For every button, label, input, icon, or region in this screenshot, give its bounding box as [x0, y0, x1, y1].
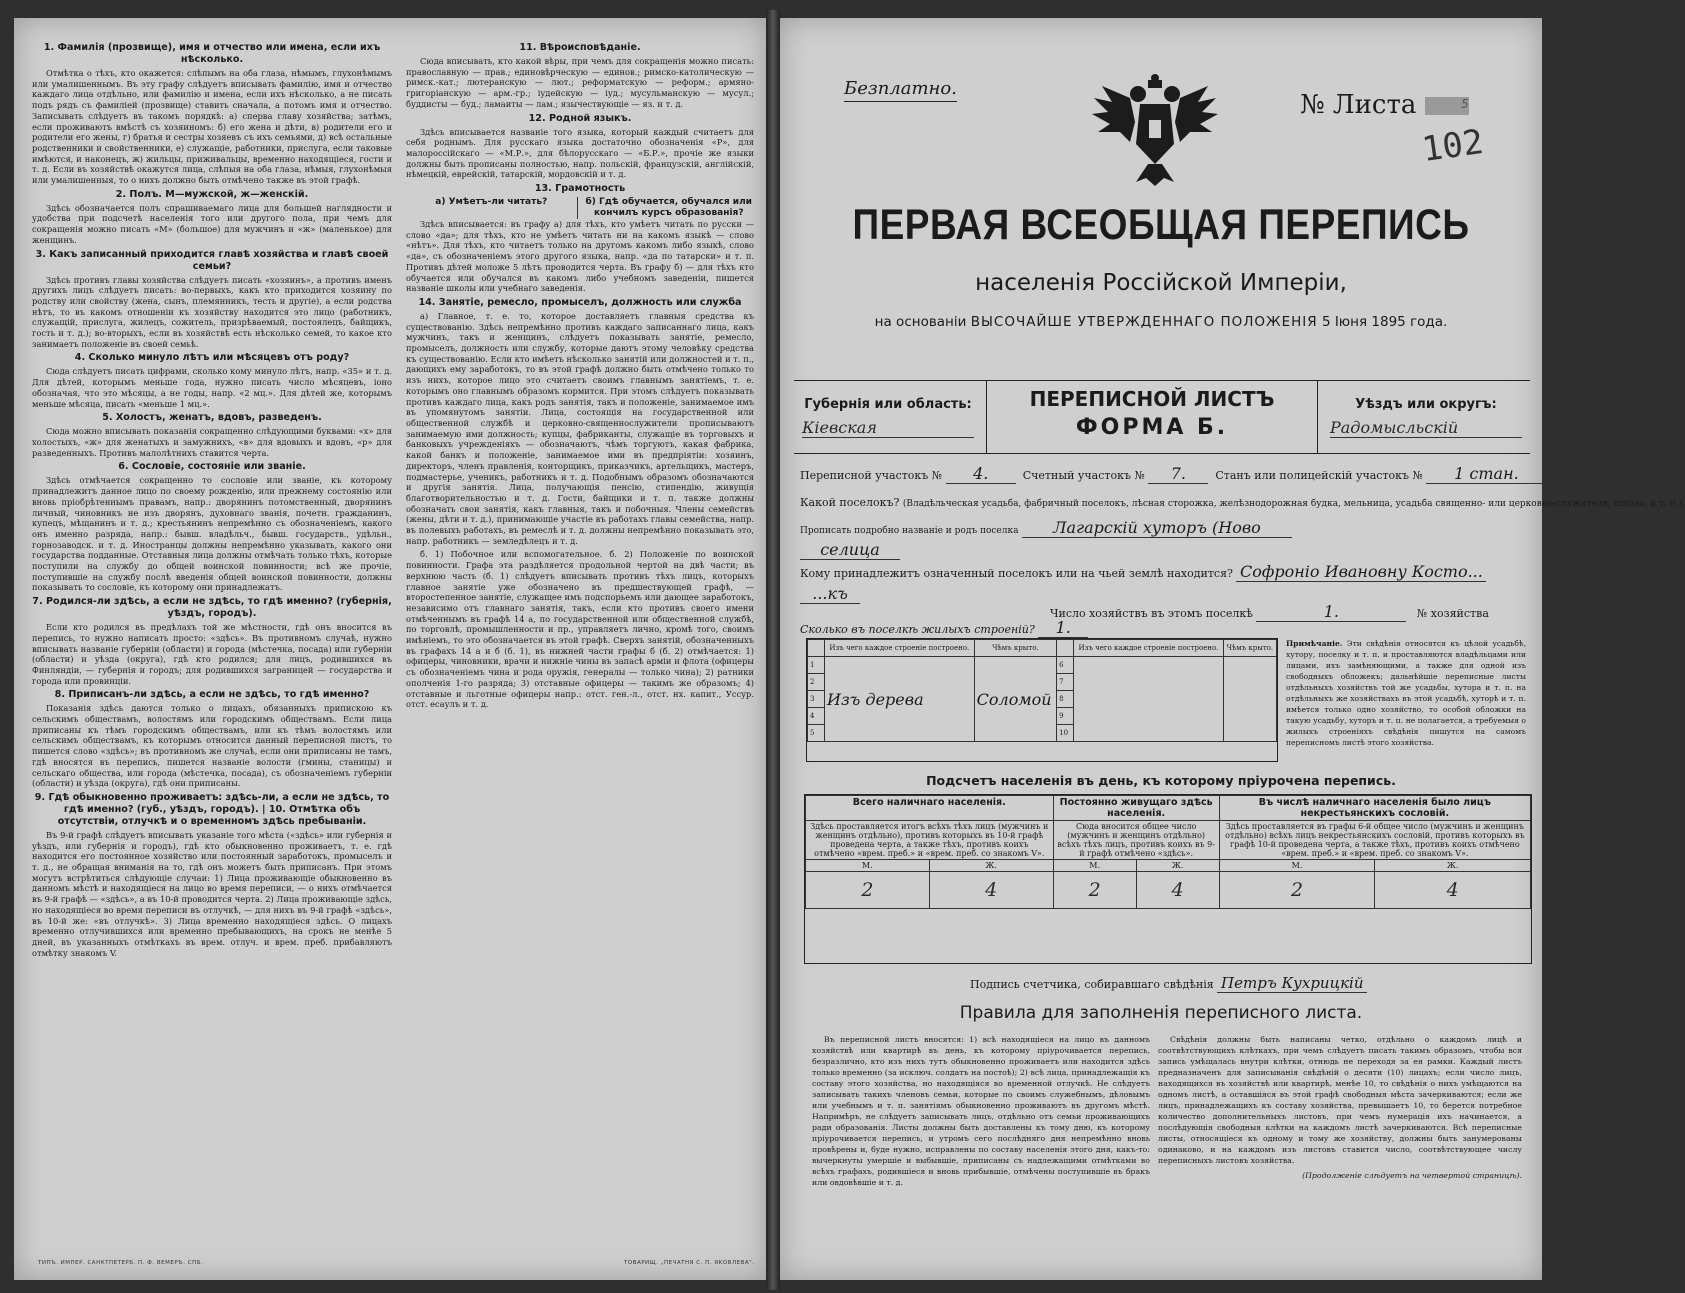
owner-line-2 [800, 584, 1530, 604]
count-f-header: Ж. [929, 860, 1053, 872]
buildings-line [800, 618, 1530, 638]
roof-header-left: Чѣмъ крыто. [974, 640, 1057, 657]
row-number-header [808, 640, 825, 657]
instruction-item [32, 689, 392, 789]
present-female-count: 4 [929, 872, 1053, 909]
rules-text-2: Свѣдѣнія должны быть написаны четко, отдѣльно о каждомъ лицѣ и соотвѣтствующихъ клѣткахъ, при чемъ слѣдуетъ писать такимъ образомъ, чтобы вся запись умѣщалась внутри клѣтки, отнюдь не переходя за ея рамки. Каждый листъ предназначенъ для записыванія свѣдѣній о десяти (10) лицахъ; если число лицъ, находящихся въ хозяйствѣ или квартирѣ, менѣе 10, то свѣдѣнія о нихъ умѣщаются на одномъ листѣ, а оставшіяся въ этой графѣ свободныя мѣста зачеркиваются; если же лицъ, принадлежащихъ къ составу хозяйства, превышаетъ 10, то берется потребное количество дополнительныхъ листовъ, при чемъ нумерація ихъ начинается, а послѣдующія свободныя клѣтки на каждомъ листѣ зачеркиваются. Всѣ переписные листы, относящіеся къ одному и тому же хозяйству, должны быть занумерованы одинаково, и на каждомъ изъ листовъ ставится число, соотвѣтствующее числу переписныхъ листовъ хозяйства. [1158, 1035, 1522, 1165]
province-cell [794, 381, 982, 453]
census-legal-basis [780, 314, 1542, 330]
double-headed-eagle-emblem [1090, 70, 1220, 190]
rules-column-2 [1158, 1034, 1522, 1181]
instruction-heading: 5. Холостъ, женатъ, вдовъ, разведенъ. [102, 412, 322, 424]
building-material-empty [1074, 657, 1224, 742]
owner-label: Кому принадлежитъ означенный поселокъ или на чьей землѣ находится? [800, 567, 1233, 580]
count-m-header: М. [1053, 860, 1136, 872]
permanent-female-count: 4 [1136, 872, 1219, 909]
district-value: Радомысльскій [1330, 418, 1522, 438]
instruction-heading: 11. Вѣроисповѣданіе. [519, 42, 641, 53]
printer-imprint-left: ТИПЪ. ИМПЕР. САНКТПЕТЕРБ. П. Ф. ВЕМЕРЪ. СПБ. [38, 1260, 204, 1266]
province-label: Губернія или область: [804, 397, 972, 412]
census-subtitle: населенія Россійской Имперіи, [975, 270, 1347, 296]
form-letter: ФОРМА Б. [1075, 415, 1229, 440]
literacy-subheading: а) Умѣетъ-ли читать? [406, 197, 578, 219]
dwellings-note [1286, 638, 1526, 748]
instruction-item [32, 792, 392, 958]
row-number: 6 [1057, 657, 1074, 674]
dwellings-table [806, 638, 1278, 762]
settlement-value: Лагарскій хуторъ (Ново [1022, 518, 1292, 538]
owner-value: Софроніо Ивановну Косто... [1236, 562, 1486, 582]
instruction-heading: 8. Приписанъ-ли здѣсь, а если не здѣсь, то гдѣ именно? [54, 689, 370, 701]
instruction-heading: 12. Родной языкъ. [528, 112, 632, 124]
instruction-item [406, 113, 754, 181]
instruction-heading: 9. Гдѣ обыкновенно проживаетъ: здѣсь-ли, а если не здѣсь, то гдѣ именно? (губ., уѣздъ, городъ). | 10. Отмѣтка объ отсутствіи, отлучкѣ и о временномъ здѣсь пребываніи. [34, 791, 390, 827]
form-header-box [794, 380, 1530, 454]
camp-label: Станъ или полицейскій участокъ № [1215, 469, 1423, 482]
legal-basis-date: 5 Іюня 1895 года. [1321, 314, 1448, 330]
instruction-text: Здѣсь вписывается названіе того языка, который каждый считаетъ для себя роднымъ. Для русскаго языка достаточно обозначенія «Р», для малороссійскаго — «М.Р.», для бѣлорусскаго — «Б.Р.», прочіе же языки должны быть прописаны полностью, напр. польскій, французскій, англійскій, нѣмецкій, еврейскій, татарскій, мордовскій и т. д. [406, 126, 754, 180]
instruction-text: Сюда можно вписывать показанія сокращенно слѣдующими буквами: «х» для холостыхъ, «ж» для женатыхъ и замужнихъ, «в» для вдовыхъ и вдовъ, «р» для разведенныхъ. Противъ малолѣтнихъ ставится черта. [32, 426, 392, 458]
instruction-text: Въ 9-й графѣ слѣдуетъ вписывать указаніе того мѣста («здѣсь» или губернія и уѣздъ, или губернія и городъ), гдѣ кто обыкновенно проживаетъ, т. е. гдѣ находится его постоянное хозяйство или постоянный заработокъ, промыселъ и т. д., не обращая вниманія на то, гдѣ онъ можетъ быть приписанъ. При этомъ могутъ встрѣтиться слѣдующіе случаи: 1) Лица проживающіе обыкновенно въ данномъ мѣстѣ и находящіеся на лицо во время переписи, — о нихъ отмѣчается въ 9-й графѣ — «здѣсь», а въ 10-й проводится черта. 2) Лица проживающіе здѣсь, но находящіеся во время переписи въ отлучкѣ, — для нихъ въ 9-й графѣ «здѣсь», въ 10-й же: «въ отлучкѣ». 3) Лица временно находящіеся здѣсь. О лицахъ временно отлучившихся или временно пребывающихъ, на срокъ не менѣе 5 дней, въ указанныхъ отмѣткахъ въ врем. отлуч. и врем. преб. прибавляютъ отмѣтку знакомъ V. [32, 829, 392, 958]
row-number: 4 [808, 708, 825, 725]
sheet-number-value: 5 [1425, 97, 1469, 115]
settlement-label: Какой поселокъ? [800, 496, 900, 509]
instructions-column-2 [406, 40, 754, 1240]
instruction-item [32, 412, 392, 458]
row-number: 2 [808, 674, 825, 691]
instruction-item [406, 183, 754, 294]
row-number: 7 [1057, 674, 1074, 691]
signature-value: Петръ Кухрицкій [1217, 974, 1367, 993]
note-label: Примѣчаніе. [1286, 639, 1343, 648]
roof-header-right: Чѣмъ крыто. [1223, 640, 1276, 657]
settlement-line-2 [800, 518, 1530, 538]
instruction-heading: 4. Сколько минуло лѣтъ или мѣсяцевъ отъ роду? [74, 352, 350, 364]
row-number: 3 [808, 691, 825, 708]
instruction-heading: 6. Сословіе, состояніе или званіе. [118, 461, 306, 473]
rules-title: Правила для заполненія переписного листа. [959, 1003, 1363, 1023]
owner-line [800, 562, 1530, 582]
form-name-cell [986, 381, 1318, 453]
instruction-heading: 14. Занятіе, ремесло, промыселъ, должность или служба [418, 296, 742, 308]
instructions-column-1 [32, 40, 392, 1240]
count-m-header: М. [806, 860, 930, 872]
settlement-value-2: селица [800, 540, 900, 560]
instruction-item [32, 461, 392, 593]
instruction-item [406, 42, 754, 110]
settlement-hint: (Владѣльческая усадьба, фабричный поселокъ, лѣсная сторожка, желѣзнодорожная будка, мельница, усадьба священно- или церковно-служителя, школа, и т. п.). [902, 499, 1685, 509]
owner-value-2: ...къ [800, 584, 860, 604]
non-peasant-female-count: 4 [1375, 872, 1531, 909]
material-header-right: Изъ чего каждое строеніе построено. [1074, 640, 1224, 657]
count-head-non-peasant: Въ числѣ наличнаго населенія было лицъ некрестьянскихъ сословій. [1219, 796, 1530, 821]
instruction-item [32, 249, 392, 350]
instruction-item [32, 352, 392, 409]
left-page-instructions [14, 18, 766, 1280]
census-section-label: Переписной участокъ № [800, 469, 943, 482]
permanent-male-count: 2 [1053, 872, 1136, 909]
instruction-item [406, 549, 754, 710]
instruction-item [32, 189, 392, 246]
count-desc-permanent: Сюда вносится общее число (мужчинъ и женщинъ отдѣльно) всѣхъ тѣхъ лицъ, противъ коихъ въ 9-й графѣ отмѣчено «здѣсь». [1053, 821, 1219, 860]
count-m-header: М. [1219, 860, 1375, 872]
instruction-item [406, 297, 754, 546]
printer-imprint-right: ТОВАРИЩ. „ПЕЧАТНЯ С. П. ЯКОВЛЕВА". [624, 1260, 755, 1266]
literacy-subheading: б) Гдѣ обучается, обучался или кончилъ курсъ образованія? [585, 197, 752, 219]
instruction-text: Отмѣтка о тѣхъ, кто окажется: слѣпымъ на оба глаза, нѣмымъ, глухонѣмымъ или умалишеннымъ. Въ эту графу слѣдуетъ вписывать фамилію, имя и отчество каждаго лица отдѣльно, или фамилію и имена, если ихъ нѣсколько, а не писать подъ рядъ съ фамиліей (прозвище) ставить сначала, а потомъ имя и отчество. Записывать слѣдуетъ въ такомъ порядкѣ: а) сперва главу хозяйства; затѣмъ, если проживаютъ вмѣстѣ съ хозяиномъ: б) его жена и дѣти, в) родители его и родители его жены, г) братья и сестры хозяевъ съ ихъ семьями, д) всѣ остальные родственники и свойственники, е) служащіе, работники, прислуга, если таковые имѣются, и наконецъ, ж) жильцы, приживальцы, временно находящіеся, гости и т. д. Если въ хозяйствѣ окажутся лица, слѣпыя на оба глаза, нѣмыя, глухонѣмыя или умалишенныя, то о нихъ должно быть отмѣчено также въ этой графѣ. [32, 68, 392, 186]
sheet-number-label: № Листа [1300, 90, 1417, 120]
province-value: Кіевская [802, 418, 974, 438]
enumerator-signature [970, 974, 1367, 993]
instruction-text: Показанія здѣсь даются только о лицахъ, обязанныхъ припискою къ сельскимъ обществамъ, волостямъ или городскимъ обществамъ. Если лица приписаны къ тѣмъ городскимъ обществамъ, или къ тѣмъ волостямъ или сельскимъ обществамъ, къ которымъ относится данный переписной листъ, то пишется слово «здѣсь»; въ противномъ же случаѣ, если они приписаны не тамъ, гдѣ вносятся въ перепись, пишется названіе волости (гмины, станицы) и сельскаго общества, или города (мѣстечка, посада), съ обозначеніемъ губерніи (области) и уѣзда (округа), гдѣ они приписаны. [32, 703, 392, 789]
instruction-text: Сюда вписывать, кто какой вѣры, при чемъ для сокращенія можно писать: православную — прав.; единовѣрческую — единов.; римско-католическую — римск.-кат.; лютеранскую — лют.; реформатскую — реформ.; армяно-григоріанскую — арм.-гр.; іудейскую — іуд.; мусульманскую — мусул.; буддисты — буд.; ламаиты — лам.; язычествующіе — яз. и т. д. [406, 56, 754, 109]
instruction-heading: 7. Родился-ли здѣсь, а если не здѣсь, то гдѣ именно? (губернія, уѣздъ, городъ). [32, 596, 392, 620]
archive-folio-number: 102 [1419, 121, 1486, 171]
note-text: Эти свѣдѣнія относятся къ цѣлой усадьбѣ, хутору, поселку и т. п. и проставляются владѣльцами или лицами, ихъ замѣняющими, а также для одной изъ свободныхъ обложекъ; дальнѣйшіе переписные листы отдѣльныхъ хозяйствъ той же усадьбы, хутора и т. п. на отдѣльныхъ же хозяйствахъ въ этой усадьбѣ, хуторѣ и т. п. имѣется только одно хозяйство, то особой обложки на такую усадьбу, хуторъ и т. п. не полагается, а требуемыя о жилыхъ строеніяхъ свѣдѣнія пишутся на самомъ переписномъ листѣ этого хозяйства. [1286, 639, 1526, 747]
row-number: 8 [1057, 691, 1074, 708]
signature-label: Подпись счетчика, собиравшаго свѣдѣнія [970, 978, 1214, 991]
literacy-subheadings [406, 197, 754, 219]
count-desc-non-peasant: Здѣсь проставляется въ графы 6-й общее число (мужчинъ и женщинъ отдѣльно) всѣхъ лицъ некрестьянскихъ сословій, противъ которыхъ въ графѣ 10-й проведена черта, а также тѣхъ, противъ коихъ отмѣчено «врем. преб.» и «врем. преб. со знакомъ V». [1219, 821, 1530, 860]
row-number: 1 [808, 657, 825, 674]
population-count-title: Подсчетъ населенія въ день, къ которому пріурочена перепись. [926, 773, 1396, 788]
instruction-heading: 2. Полъ. М—мужской, ж—женскій. [115, 188, 309, 200]
instruction-text: Если кто родился въ предѣлахъ той же мѣстности, гдѣ онъ вносится въ перепись, то нужно написать просто: «здѣсь». Въ противномъ случаѣ, нужно вписывать названіе губерніи (области) и города (мѣстечка, посада) или губерніи (области) и уѣзда (округа), гдѣ кто родился; для лицъ, родившихся въ Финляндіи, — губернія и городъ; для родившихся заграницей — государства и города или провинціи. [32, 622, 392, 686]
rules-text-1: Въ переписной листъ вносятся: 1) всѣ находящіеся на лицо въ данномъ хозяйствѣ или квартирѣ въ день, къ которому пріурочивается перепись, безразлично, кто изъ нихъ тутъ обыкновенно проживаетъ или находится здѣсь только временно (за исключ. солдатъ на постоѣ); 2) всѣ лица, принадлежащія къ составу этого хозяйства, но находящіяся во временной отлучкѣ. Не слѣдуетъ записывать такихъ членовъ семьи, которые по своимъ служебнымъ, дѣловымъ или учебнымъ и т. п. занятіямъ обыкновенно проживаютъ въ другомъ мѣстѣ. Напримѣръ, не слѣдуетъ записывать лицъ, отдѣльно отъ семьи проживающихъ ради образованія. Листы должны быть доставлены къ тому дню, къ которому пріурочивается перепись, и утромъ сего послѣдняго дня непремѣнно вновь провѣрены и, буде нужно, исправлены по составу населенія этого дня, какъ-то: вычеркнуты умершіе и выбывшіе, приписаны съ надлежащими отмѣтками во всѣхъ графахъ, родившіеся и вновь прибывшіе, отмѣчены поступившіе въ бракъ или овдовѣвшіе и т. д. [812, 1035, 1150, 1187]
non-peasant-male-count: 2 [1219, 872, 1375, 909]
book-binding [766, 10, 780, 1290]
counting-section-value: 7. [1148, 464, 1208, 484]
settlement-hint-2: Прописать подробно названіе и родъ поселка [800, 526, 1019, 536]
instruction-text: б. 1) Побочное или вспомогательное. б. 2) Положеніе по воинской повинности. Графа эта раздѣляется продольной чертой на двѣ части; въ верхнюю часть (б. 1) слѣдуетъ вписывать противъ тѣхъ лицъ, которыхъ главное занятіе уже обозначено въ предшествующей графѣ, — второстепенное занятіе, служащее имъ подспорьемъ или дающее заработокъ, независимо отъ главнаго занятія, такъ, если кто противъ своего имени отмѣченнымъ въ графѣ 14 а, по государственной или общественной службѣ, по торговлѣ, промышленности и пр., управляетъ лично, кромѣ того, своимъ имѣніемъ, то это обозначается въ этой графѣ. Сверхъ занятій, обозначенныхъ въ графахъ 14 а и б (б. 1), въ нижней части графы б (б. 2) отмѣчается: 1) офицеры, чиновники, врачи и нижніе чины въ запасѣ арміи и флота (офицеры съ обозначеніемъ чина и рода оружія, генералы — только чина); 2) ратники ополченія 1-го разряда; 3) отставные офицеры — такимъ же образомъ; 4) отставные и льготные офицеры напр.: отст. ген.-л., отст. нх. капит., Уссур. отст. есаулъ и т. д. [406, 549, 754, 710]
instruction-text: Здѣсь обозначается полъ спрашиваемаго лица для большей наглядности и удобства при подсчетѣ населенія того или другого пола, при чемъ для сокращенія можно писать «М» (большое) для мужчинъ и «ж» (маленькое) для женщинъ. [32, 202, 392, 245]
census-section-value: 4. [946, 464, 1016, 484]
instruction-text: Здѣсь отмѣчается сокращенно то сословіе или званіе, къ которому принадлежитъ данное лицо по своему рожденію, или прежнему состоянію или вновь пріобрѣтеннымъ правамъ, напр.: дворянинъ потомственный, дворянинъ личный, чиновникъ не изъ дворянъ, духовнаго званія, почетн. гражданинъ, купецъ, мѣщанинъ и т. д.; крестьянинъ непремѣнно съ обозначеніемъ, какого онъ именно разряда, напр.: бывш. владѣльч., бывш. государств., удѣльн., горнозаводск. и т. д. Иностранцы должны непремѣнно указывать, какого они государства подданные. Отставныя лица должны отмѣчать только тѣхъ, которые поступили на службу до общей воинской повинности; всѣ же прочіе, поступившіе на службу послѣ введенія общей воинской повинности, должны показывать то сословіе, къ которому они принадлежатъ. [32, 475, 392, 593]
count-desc-present: Здѣсь проставляется итогъ всѣхъ тѣхъ лицъ (мужчинъ и женщинъ отдѣльно), противъ которыхъ въ 10-й графѣ проведена черта, а также тѣхъ, противъ коихъ отмѣчено «врем. преб.» и «врем. преб. со знакомъ V». [806, 821, 1054, 860]
free-of-charge-label: Безплатно. [844, 78, 957, 102]
instruction-text: а) Главное, т. е. то, которое доставляетъ главныя средства къ существованію. Здѣсь непремѣнно противъ каждаго записаннаго лица, какъ мужчинъ, такъ и женщинъ, слѣдуетъ показывать занятіе, ремесло, промыселъ, должность или службу, которые даютъ этому человѣку средства къ существованію. Если кто имѣетъ нѣсколько занятій или должностей и т. п., дающихъ ему заработокъ, то въ этой графѣ должно быть отмѣчено только то изъ нихъ, которое лицо это считаетъ своимъ главнымъ занятіемъ, т. е. которымъ оно главнымъ образомъ кормится. При этомъ слѣдуетъ показывать противъ каждаго лица, какъ родъ занятія, такъ и положеніе, занимаемое имъ въ упомянутомъ занятіи. Лица, состоящія на государственной или общественной службѣ и церковно-священнослужители прописываютъ занимаемую ими должность; купцы, фабриканты, служащіе въ торговыхъ и банковыхъ учрежденіяхъ — обозначаютъ, чѣмъ торгуютъ, какая фабрика, какой банкъ и положеніе, занимаемое ими въ предпріятіи: хозяинъ, директоръ, членъ правленія, конторщикъ, приказчикъ, артельщикъ, мастеръ, подмастерье, ученикъ, работникъ и т. д. Подобнымъ образомъ обозначаются и другія занятія. Лица, получающія пенсію, стипендію, живущія благотворительностью и т. д. Гости, байщики и т. п. также должны обозначать свои занятія, какъ главныя, такъ и побочныя. Члены семействъ (жены, дѣти и т. д.), принимающіе участіе въ работахъ главы семейства, напр. въ полевыхъ работахъ, въ ремеслѣ и т. д. должны непремѣнно показывать это, напр. работникъ — земледѣлецъ и т. д. [406, 310, 754, 546]
instruction-item [32, 42, 392, 186]
instruction-text: Сюда слѣдуетъ писать цифрами, сколько кому минуло лѣтъ, напр. «35» и т. д. Для дѣтей, которымъ меньше года, нужно писать число мѣсяцевъ, іоно обозначая, что это мѣсяцы, а не годы, напр. «2 мц.». Для дѣтей же, которымъ меньше мѣсяца, писать «меньше 1 мц.». [32, 366, 392, 409]
district-cell [1322, 381, 1530, 453]
legal-basis-caps: ВЫСОЧАЙШЕ УТВЕРЖДЕННАГО ПОЛОЖЕНІЯ [970, 314, 1318, 330]
building-material-value: Изъ дерева [825, 657, 975, 742]
household-number-label: № хозяйства [1416, 607, 1489, 620]
instruction-text: Здѣсь противъ главы хозяйства слѣдуетъ писать «хозяинъ», а противъ именъ другихъ лицъ слѣдуетъ писать: во-первыхъ, какъ кто приходится хозяину по родству или свойству (жена, сынъ, племянникъ, тесть и другіе), а если родства нѣтъ, то въ какомъ отношеніи къ хозяйству находится это лицо (работникъ, служащій, прислуга, жилецъ, сожитель, призрѣваемый, постоялецъ, байщикъ, гость и т. д.); во-вторыхъ, если въ хозяйствѣ есть нѣсколько семей, то какое кто занимаетъ положеніе въ своей семьѣ. [32, 274, 392, 349]
buildings-label: Сколько въ поселкѣ жилыхъ строеній? [800, 623, 1035, 636]
settlement-line-3 [800, 540, 1530, 560]
building-roof-empty [1223, 657, 1276, 742]
row-number: 5 [808, 725, 825, 742]
households-label: Число хозяйствъ въ этомъ поселкѣ [1050, 607, 1253, 620]
legal-basis-prefix: на основаніи [874, 314, 967, 330]
district-label: Уѣздъ или округъ: [1355, 397, 1497, 412]
count-f-header: Ж. [1136, 860, 1219, 872]
instruction-heading: 3. Какъ записанный приходится главѣ хозяйства и главѣ своей семьи? [35, 248, 389, 272]
counting-section-label: Счетный участокъ № [1022, 469, 1145, 482]
rules-column-1 [812, 1034, 1150, 1188]
instruction-heading: 1. Фамилія (прозвище), имя и отчество или имена, если ихъ нѣсколько. [43, 42, 381, 65]
rules-continued-note: (Продолженіе слѣдуетъ на четвертой страницѣ). [1302, 1171, 1522, 1180]
sheet-number [1300, 90, 1469, 120]
present-male-count: 2 [806, 872, 930, 909]
row-number: 10 [1057, 725, 1074, 742]
count-head-present: Всего наличнаго населенія. [806, 796, 1054, 821]
row-number: 9 [1057, 708, 1074, 725]
census-title: ПЕРВАЯ ВСЕОБЩАЯ ПЕРЕПИСЬ [852, 200, 1470, 248]
row-number-header-right [1057, 640, 1074, 657]
households-value: 1. [1256, 602, 1406, 622]
settlement-line [800, 496, 1685, 509]
population-count-table [804, 794, 1532, 964]
material-header-left: Изъ чего каждое строеніе построено. [825, 640, 975, 657]
count-head-permanent: Постоянно живущаго здѣсь населенія. [1053, 796, 1219, 821]
census-form-page [780, 18, 1685, 1280]
form-name: ПЕРЕПИСНОЙ ЛИСТЪ [1029, 387, 1275, 411]
count-f-header: Ж. [1375, 860, 1531, 872]
buildings-value: 1. [1038, 618, 1088, 638]
camp-value: 1 стан. [1426, 464, 1546, 484]
instruction-item [32, 596, 392, 686]
building-roof-value: Соломой [974, 657, 1057, 742]
sections-line [800, 464, 1530, 484]
instruction-heading: 13. Грамотность [534, 183, 626, 195]
instruction-text: Здѣсь вписывается: въ графу а) для тѣхъ, кто умѣетъ читать по русски — слово «да»; для тѣхъ, кто не умѣетъ читать ни на какомъ языкѣ — слово «нѣтъ». Для тѣхъ, кто читаетъ только на другомъ какомъ либо языкѣ, слово «да», съ обозначеніемъ этого другого языка, напр. «да по татарски» и т. п. Противъ дѣтей моложе 5 лѣтъ проводится черта. Въ графу б) — для тѣхъ кто обучается или обучался въ какомъ либо учебномъ заведеніи, пишется названіе школы или учебнаго заведенія. [406, 219, 754, 294]
